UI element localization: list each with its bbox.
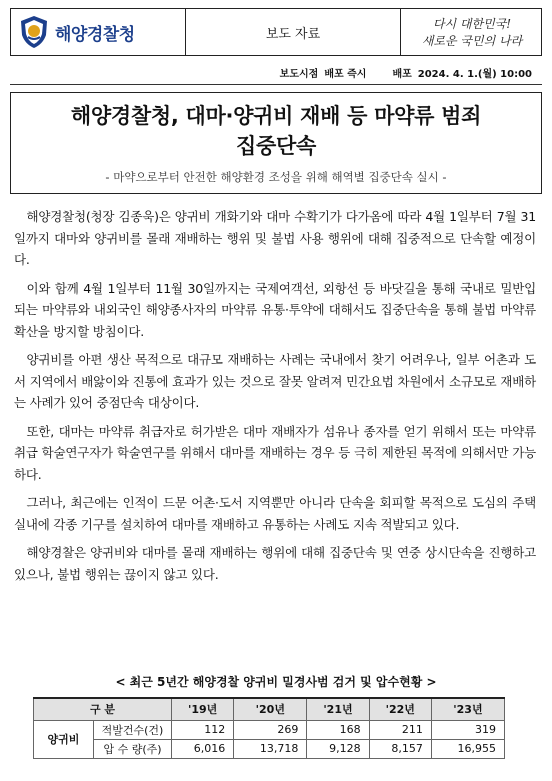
header-year: '21년 [307,698,369,720]
release-label: 보도 자료 [186,9,401,55]
table-title: < 최근 5년간 해양경찰 양귀비 밀경사범 검거 및 압수현황 > [115,675,437,689]
paragraph: 또한, 대마는 마약류 취급자로 허가받은 대마 재배자가 섬유나 종자를 얻기 위해서 또는 마약류 취급 학술연구자가 학술연구를 위해서 대마를 재배하는 경우 등 극히 제한된 목적에 의해서만 가능하다. [14,423,536,482]
coast-guard-emblem-icon [19,15,49,49]
paragraph: 해양경찰은 양귀비와 대마를 몰래 재배하는 행위에 대해 집중단속 및 연중 상시단속을 진행하고 있으나, 불법 행위는 끊이지 않고 있다. [14,545,536,582]
table-cell: 16,955 [431,739,504,758]
headline-line-1: 해양경찰청, 대마·양귀비 재배 등 마약류 범죄 [70,104,482,128]
paragraph: 양귀비를 아편 생산 목적으로 대규모 재배하는 사례는 국내에서 찾기 어려우나, 일부 어촌과 도서 지역에서 배앓이와 진통에 효과가 있는 것으로 잘못 알려져 민간요법 차원에서 소규모로 재배하는 사례가 있어 중점단속 대상이다. [14,352,536,410]
table-row [34,720,505,739]
header-year: '19년 [172,698,234,720]
logo-block [11,9,186,55]
header-year: '20년 [234,698,307,720]
slogan-handwriting [406,12,536,52]
table-cell: 9,128 [307,739,369,758]
dist-value: 2024. 4. 1.(월) 10:00 [417,68,532,80]
table-header-row [34,698,505,720]
title-box [10,92,542,194]
slogan-line-1: 다시 대한민국! [432,17,512,31]
paragraph: 이와 함께 4월 1일부터 11월 30일까지는 국제여객선, 외항선 등 바닷길을 통해 국내로 밀반입되는 마약류와 내외국인 해양종사자의 마약류 유통·투약에 대해서도 집중단속을 통해 불법 마약류 확산을 방지할 방침이다. [14,280,536,339]
paragraph: 그러나, 최근에는 인적이 드문 어촌·도서 지역뿐만 아니라 단속을 회피할 목적으로 도심의 주택 실내에 각종 기구를 설치하여 대마를 재배하고 유통하는 사례도 지속 적발되고 있다. [14,495,536,532]
paragraph: 해양경찰청(청장 김종욱)은 양귀비 개화기와 대마 수확기가 다가옴에 따라 4월 1일부터 7월 31일까지 대마와 양귀비를 몰래 재배하는 행위 및 불법 사용 행위에 대해 집중적으로 단속할 예정이다. [14,209,536,267]
distribution-info [10,62,542,82]
row-label: 적발건수(건) [94,720,172,739]
table-cell: 211 [369,720,431,739]
headline [11,101,541,161]
table-cell: 112 [172,720,234,739]
table-cell: 8,157 [369,739,431,758]
embargo-value: 배포 즉시 [324,68,367,80]
slogan-block [401,9,541,55]
table-cell: 319 [431,720,504,739]
header-year: '23년 [431,698,504,720]
embargo-label: 보도시점 [279,68,319,80]
dist-label: 배포 [392,68,412,80]
table-row [34,739,505,758]
table-cell: 269 [234,720,307,739]
table-cell: 6,016 [172,739,234,758]
slogan-line-2: 새로운 국민의 나라 [421,34,523,48]
stats-table [33,697,505,759]
article-body [14,206,536,592]
table-cell: 13,718 [234,739,307,758]
row-category: 양귀비 [34,720,94,758]
headline-line-2: 집중단속 [236,134,316,158]
header-category: 구 분 [34,698,172,720]
subheadline: - 마약으로부터 안전한 해양환경 조성을 위해 해역별 집중단속 실시 - [105,170,447,184]
org-name: 해양경찰청 [55,24,135,45]
table-cell: 168 [307,720,369,739]
header-year: '22년 [369,698,431,720]
press-header [10,8,542,56]
divider [10,84,542,85]
row-label: 압 수 량(주) [94,739,172,758]
